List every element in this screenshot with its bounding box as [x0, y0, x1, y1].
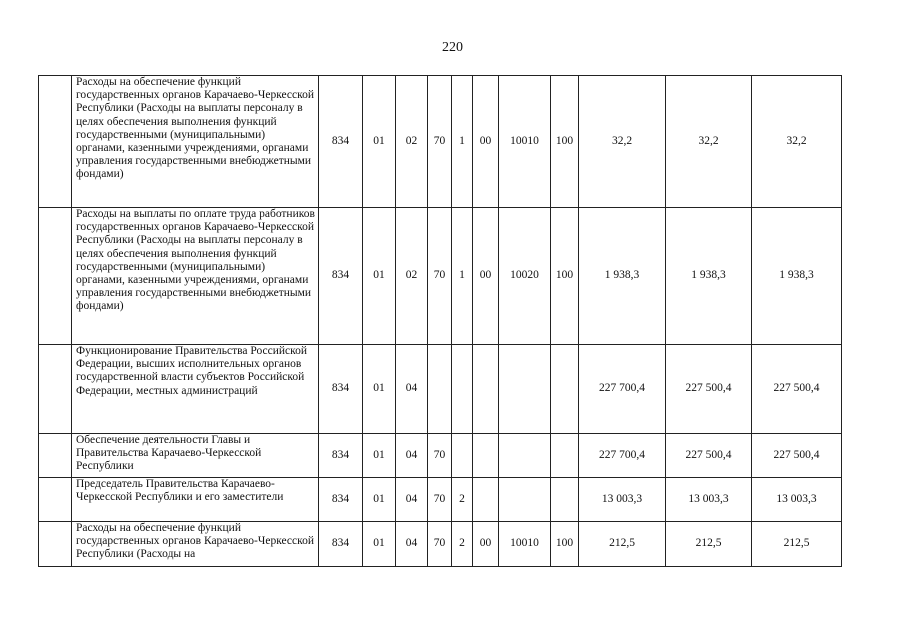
table-row — [39, 208, 842, 345]
subprogram-code: 2 — [452, 522, 473, 567]
section-code: 01 — [363, 522, 396, 567]
ministry-code: 834 — [319, 478, 363, 522]
ministry-code: 834 — [319, 208, 363, 345]
table-row — [39, 434, 842, 478]
direction-code: 10010 — [499, 76, 551, 208]
main-event-code — [473, 434, 499, 478]
subprogram-code — [452, 434, 473, 478]
direction-code — [499, 345, 551, 434]
section-code: 01 — [363, 76, 396, 208]
amount-year-2: 32,2 — [666, 76, 752, 208]
ministry-code: 834 — [319, 345, 363, 434]
table-row — [39, 345, 842, 434]
direction-code — [499, 478, 551, 522]
row-number-cell — [39, 208, 72, 345]
expense-name: Расходы на обеспечение функций государственных органов Карачаево-Черкесской Республики (Расходы на — [72, 522, 319, 567]
amount-year-1: 227 700,4 — [579, 345, 666, 434]
section-code: 01 — [363, 208, 396, 345]
amount-year-2: 227 500,4 — [666, 345, 752, 434]
expense-name: Расходы на выплаты по оплате труда работников государственных органов Карачаево-Черкесской Республики (Расходы на выплаты персоналу в целях обеспечения выполнения функций государственными (муниципальными) органами, казенными учреждениями, органами управления государственными внебюджетными фондами) — [72, 208, 319, 345]
subsection-code: 02 — [396, 76, 428, 208]
program-code: 70 — [428, 434, 452, 478]
program-code: 70 — [428, 76, 452, 208]
row-number-cell — [39, 478, 72, 522]
main-event-code: 00 — [473, 522, 499, 567]
expense-type-code — [551, 478, 579, 522]
amount-year-2: 13 003,3 — [666, 478, 752, 522]
amount-year-3: 212,5 — [752, 522, 842, 567]
direction-code: 10010 — [499, 522, 551, 567]
row-number-cell — [39, 522, 72, 567]
amount-year-1: 212,5 — [579, 522, 666, 567]
subsection-code: 02 — [396, 208, 428, 345]
expense-name: Председатель Правительства Карачаево-Черкесской Республики и его заместители — [72, 478, 319, 522]
section-code: 01 — [363, 434, 396, 478]
subprogram-code: 1 — [452, 76, 473, 208]
expense-type-code — [551, 434, 579, 478]
page-number: 220 — [442, 40, 463, 55]
direction-code: 10020 — [499, 208, 551, 345]
subprogram-code — [452, 345, 473, 434]
amount-year-1: 32,2 — [579, 76, 666, 208]
amount-year-1: 1 938,3 — [579, 208, 666, 345]
ministry-code: 834 — [319, 434, 363, 478]
amount-year-1: 13 003,3 — [579, 478, 666, 522]
expense-name: Расходы на обеспечение функций государственных органов Карачаево-Черкесской Республики (Расходы на выплаты персоналу в целях обеспечения выполнения функций государственными (муниципальными) органами, казенными учреждениями, органами управления государственными внебюджетными фондами) — [72, 76, 319, 208]
table-row — [39, 522, 842, 567]
section-code: 01 — [363, 478, 396, 522]
subprogram-code: 2 — [452, 478, 473, 522]
amount-year-3: 1 938,3 — [752, 208, 842, 345]
program-code — [428, 345, 452, 434]
expense-type-code — [551, 345, 579, 434]
amount-year-3: 227 500,4 — [752, 434, 842, 478]
subsection-code: 04 — [396, 478, 428, 522]
amount-year-2: 1 938,3 — [666, 208, 752, 345]
main-event-code — [473, 478, 499, 522]
program-code: 70 — [428, 208, 452, 345]
expense-name: Функционирование Правительства Российской Федерации, высших исполнительных органов государственной власти субъектов Российской Федерации, местных администраций — [72, 345, 319, 434]
main-event-code: 00 — [473, 208, 499, 345]
budget-table — [38, 75, 842, 567]
table-row — [39, 76, 842, 208]
expense-name: Обеспечение деятельности Главы и Правительства Карачаево-Черкесской Республики — [72, 434, 319, 478]
ministry-code: 834 — [319, 522, 363, 567]
row-number-cell — [39, 76, 72, 208]
amount-year-2: 212,5 — [666, 522, 752, 567]
section-code: 01 — [363, 345, 396, 434]
amount-year-1: 227 700,4 — [579, 434, 666, 478]
row-number-cell — [39, 345, 72, 434]
program-code: 70 — [428, 522, 452, 567]
program-code: 70 — [428, 478, 452, 522]
subsection-code: 04 — [396, 522, 428, 567]
direction-code — [499, 434, 551, 478]
subprogram-code: 1 — [452, 208, 473, 345]
main-event-code: 00 — [473, 76, 499, 208]
amount-year-3: 32,2 — [752, 76, 842, 208]
amount-year-3: 13 003,3 — [752, 478, 842, 522]
table-row — [39, 478, 842, 522]
main-event-code — [473, 345, 499, 434]
expense-type-code: 100 — [551, 522, 579, 567]
subsection-code: 04 — [396, 345, 428, 434]
row-number-cell — [39, 434, 72, 478]
expense-type-code: 100 — [551, 76, 579, 208]
ministry-code: 834 — [319, 76, 363, 208]
subsection-code: 04 — [396, 434, 428, 478]
amount-year-2: 227 500,4 — [666, 434, 752, 478]
amount-year-3: 227 500,4 — [752, 345, 842, 434]
expense-type-code: 100 — [551, 208, 579, 345]
